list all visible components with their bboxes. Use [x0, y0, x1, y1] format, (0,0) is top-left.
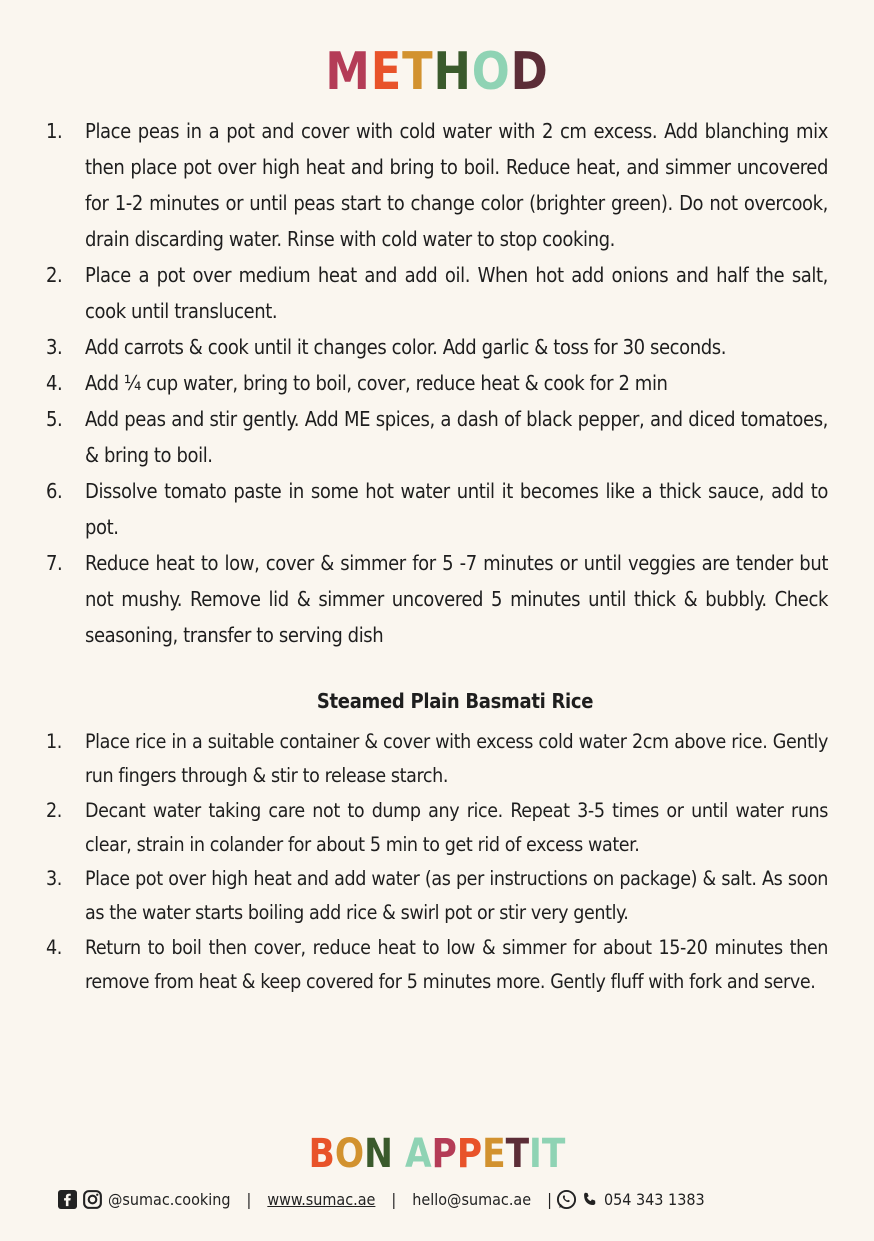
step-item — [46, 545, 828, 653]
step-item — [46, 113, 828, 257]
bon-appetit-letter: T — [505, 1131, 530, 1177]
title-letter: E — [370, 42, 403, 102]
bon-appetit-letter: E — [482, 1131, 506, 1177]
step-item — [46, 365, 828, 401]
separator: | — [391, 1189, 397, 1209]
bon-appetit-letter: O — [334, 1131, 365, 1177]
bon-appetit-letter: T — [541, 1131, 566, 1177]
step-item — [46, 257, 828, 329]
step-number: 4. — [46, 935, 62, 959]
step-text: Reduce heat to low, cover & simmer for 5 -7 minutes or until veggies are tender but not mushy. Remove lid & simmer uncovered 5 minutes until thick & bubbly. Check seasoning, transfer to serving dish — [85, 551, 828, 647]
email-address: hello@sumac.ae — [412, 1189, 532, 1209]
separator: | — [246, 1189, 252, 1209]
step-number: 2. — [46, 798, 62, 822]
title-letter: O — [471, 42, 511, 102]
step-text: Add peas and stir gently. Add ME spices, a dash of black pepper, and diced tomatoes, & bring to boil. — [85, 407, 828, 467]
step-number: 3. — [46, 867, 62, 891]
bon-appetit-letter: P — [431, 1131, 457, 1177]
title-letter: H — [433, 42, 472, 102]
step-item — [46, 329, 828, 365]
social-handle: @sumac.cooking — [108, 1189, 231, 1209]
step-item — [46, 794, 828, 863]
separator: | — [547, 1189, 552, 1209]
step-text: Place a pot over medium heat and add oil. When hot add onions and half the salt, cook until translucent. — [85, 263, 828, 323]
step-number: 1. — [46, 119, 63, 143]
step-number: 3. — [46, 335, 63, 359]
bon-appetit-banner — [61, 1130, 813, 1178]
step-text: Place pot over high heat and add water (as per instructions on package) & salt. As soon as the water starts boiling add rice & swirl pot or stir very gently. — [85, 867, 828, 925]
step-text: Place peas in a pot and cover with cold water with 2 cm excess. Add blanching mix then place pot over high heat and bring to boil. Reduce heat, and simmer uncovered for 1-2 minutes or until peas start to change color (brighter green). Do not overcook, drain discarding water. Rinse with cold water to stop cooking. — [85, 119, 828, 251]
step-item — [46, 725, 828, 794]
rice-steps-list — [46, 725, 828, 999]
bon-appetit-letter: A — [404, 1131, 432, 1177]
title-letter: D — [510, 42, 549, 102]
website-link[interactable]: www.sumac.ae — [267, 1189, 376, 1209]
step-text: Place rice in a suitable container & cover with excess cold water 2cm above rice. Gently run fingers through & stir to release starch. — [85, 730, 828, 788]
step-item — [46, 931, 828, 1000]
step-text: Dissolve tomato paste in some hot water until it becomes like a thick sauce, add to pot. — [85, 479, 828, 539]
footer — [58, 1186, 705, 1212]
title-letter: M — [325, 42, 371, 102]
step-number: 4. — [46, 371, 63, 395]
method-steps-list — [46, 113, 828, 653]
step-number: 2. — [46, 263, 63, 287]
bon-appetit-letter: N — [364, 1131, 393, 1177]
step-item — [46, 862, 828, 931]
step-text: Decant water taking care not to dump any rice. Repeat 3-5 times or until water runs clear, strain in colander for about 5 min to get rid of excess water. — [85, 798, 828, 856]
bon-appetit-letter: B — [308, 1131, 335, 1177]
title-letter: T — [402, 42, 434, 102]
bon-appetit-letter: P — [456, 1131, 483, 1177]
whatsapp-icon[interactable] — [556, 1189, 577, 1210]
page-title — [61, 42, 813, 102]
instagram-icon[interactable] — [83, 1190, 102, 1209]
step-text: Add carrots & cook until it changes color. Add garlic & toss for 30 seconds. — [85, 335, 727, 359]
step-number: 5. — [46, 407, 63, 431]
step-text: Add ¼ cup water, bring to boil, cover, reduce heat & cook for 2 min — [85, 371, 668, 395]
step-item — [46, 401, 828, 473]
step-number: 6. — [46, 479, 63, 503]
phone-icon[interactable] — [582, 1192, 597, 1207]
step-item — [46, 473, 828, 545]
bon-appetit-letter: I — [529, 1131, 542, 1177]
step-number: 1. — [46, 730, 62, 753]
phone-number: 054 343 1383 — [603, 1189, 705, 1209]
step-text: Return to boil then cover, reduce heat to low & simmer for about 15-20 minutes then remove from heat & keep covered for 5 minutes more. Gently fluff with fork and serve. — [85, 935, 828, 994]
step-number: 7. — [46, 551, 63, 575]
facebook-icon[interactable] — [58, 1190, 77, 1209]
rice-section-heading: Steamed Plain Basmati Rice — [316, 689, 594, 713]
